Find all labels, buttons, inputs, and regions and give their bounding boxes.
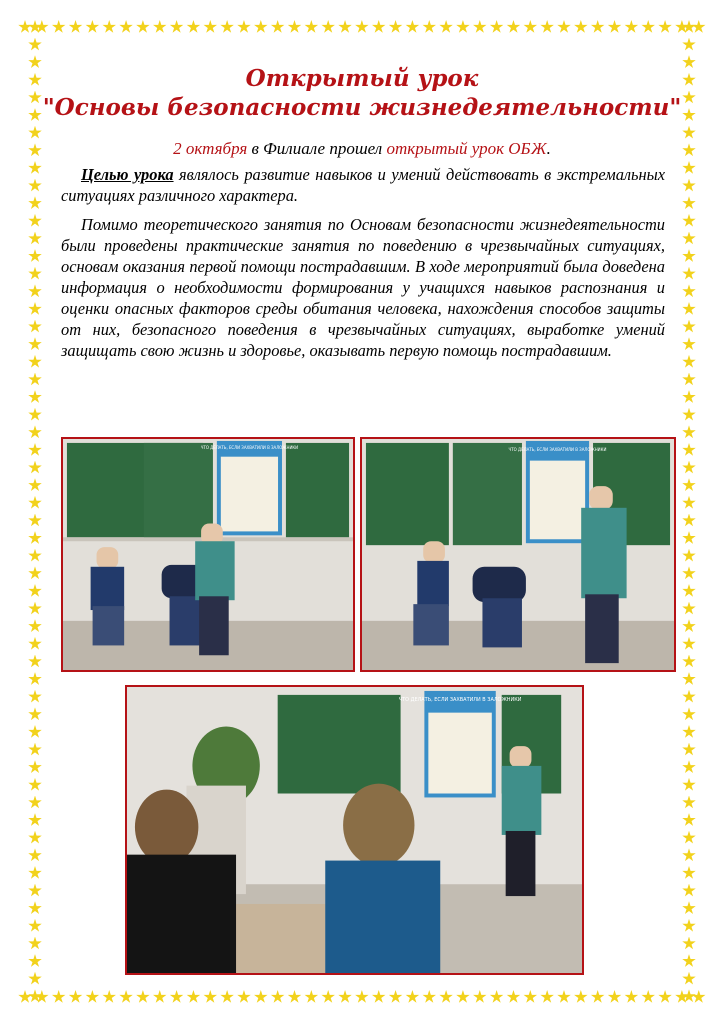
star-icon bbox=[304, 20, 318, 34]
star-border-bottom bbox=[18, 990, 706, 1008]
star-icon bbox=[682, 884, 696, 898]
star-icon bbox=[28, 884, 42, 898]
star-icon bbox=[682, 743, 696, 757]
star-icon bbox=[170, 20, 184, 34]
star-icon bbox=[28, 38, 42, 52]
star-icon bbox=[682, 267, 696, 281]
star-icon bbox=[682, 408, 696, 422]
photo-first-aid-2 bbox=[360, 437, 676, 672]
star-icon bbox=[28, 919, 42, 933]
star-icon bbox=[682, 478, 696, 492]
star-icon bbox=[682, 179, 696, 193]
star-icon bbox=[682, 108, 696, 122]
star-icon bbox=[28, 143, 42, 157]
star-icon bbox=[28, 972, 42, 986]
star-icon bbox=[355, 990, 369, 1004]
star-icon bbox=[28, 619, 42, 633]
star-icon bbox=[170, 990, 184, 1004]
star-icon bbox=[102, 20, 116, 34]
star-icon bbox=[540, 990, 554, 1004]
star-border-right bbox=[680, 20, 698, 1004]
star-icon bbox=[102, 990, 116, 1004]
star-icon bbox=[372, 20, 386, 34]
star-icon bbox=[682, 196, 696, 210]
star-icon bbox=[682, 514, 696, 528]
star-icon bbox=[220, 990, 234, 1004]
title-line-1: Открытый урок bbox=[245, 65, 479, 92]
poster-title-2: ЧТО ДЕЛАТЬ, ЕСЛИ ЗАХВАТИЛИ В ЗАЛОЖНИКИ bbox=[508, 446, 607, 452]
star-icon bbox=[608, 990, 622, 1004]
star-icon bbox=[203, 990, 217, 1004]
star-icon bbox=[557, 990, 571, 1004]
star-icon bbox=[389, 990, 403, 1004]
star-icon bbox=[682, 443, 696, 457]
star-icon bbox=[28, 461, 42, 475]
star-icon bbox=[641, 20, 655, 34]
star-icon bbox=[682, 778, 696, 792]
star-icon bbox=[237, 990, 251, 1004]
star-icon bbox=[271, 20, 285, 34]
star-icon bbox=[439, 20, 453, 34]
star-icon bbox=[321, 20, 335, 34]
star-icon bbox=[682, 602, 696, 616]
event-subtitle bbox=[60, 139, 664, 159]
star-icon bbox=[28, 267, 42, 281]
photo-1-image bbox=[63, 439, 353, 670]
star-icon bbox=[28, 126, 42, 140]
star-icon bbox=[28, 831, 42, 845]
page-title bbox=[40, 64, 684, 122]
star-icon bbox=[28, 707, 42, 721]
star-icon bbox=[28, 408, 42, 422]
star-icon bbox=[682, 126, 696, 140]
star-icon bbox=[186, 20, 200, 34]
star-icon bbox=[28, 320, 42, 334]
star-icon bbox=[682, 584, 696, 598]
star-icon bbox=[28, 196, 42, 210]
star-icon bbox=[682, 813, 696, 827]
star-icon bbox=[591, 990, 605, 1004]
star-icon bbox=[682, 55, 696, 69]
star-icon bbox=[203, 20, 217, 34]
paragraph-goal bbox=[61, 164, 665, 206]
star-icon bbox=[28, 584, 42, 598]
star-icon bbox=[608, 20, 622, 34]
star-icon bbox=[136, 990, 150, 1004]
star-icon bbox=[28, 514, 42, 528]
star-icon bbox=[254, 990, 268, 1004]
goal-lead: Целью урока bbox=[81, 165, 174, 184]
star-icon bbox=[372, 990, 386, 1004]
star-icon bbox=[69, 990, 83, 1004]
star-icon bbox=[682, 637, 696, 651]
star-icon bbox=[28, 937, 42, 951]
photo-class-lesson bbox=[125, 685, 584, 975]
star-icon bbox=[28, 302, 42, 316]
paragraph-description: Помимо теоретического занятия по Основам безопасности жизнедеятельности были проведены практические занятия по поведению в чрезвычайных ситуациях, основам оказания первой помощи пострадавшим. В ходе мероприятий была доведена информация о необходимости формирования у учащихся навыков распознания и оценки опасных факторов среды обитания человека, нахождения способов защиты от них, безопасного поведения в чрезвычайных ситуациях, выработке умений защищать свою жизнь и здоровье, оказывать первую помощь пострадавшим. bbox=[61, 215, 665, 360]
goal-text: являлось развитие навыков и умений действовать в экстремальных ситуациях различного характера. bbox=[61, 165, 665, 205]
subtitle-end: . bbox=[546, 139, 551, 158]
star-icon bbox=[405, 990, 419, 1004]
star-icon bbox=[28, 496, 42, 510]
star-icon bbox=[624, 20, 638, 34]
star-icon bbox=[506, 990, 520, 1004]
star-icon bbox=[682, 373, 696, 387]
star-icon bbox=[473, 20, 487, 34]
star-icon bbox=[641, 990, 655, 1004]
star-icon bbox=[28, 725, 42, 739]
star-icon bbox=[186, 990, 200, 1004]
star-icon bbox=[28, 425, 42, 439]
star-icon bbox=[28, 813, 42, 827]
star-icon bbox=[506, 20, 520, 34]
star-icon bbox=[682, 796, 696, 810]
star-icon bbox=[682, 901, 696, 915]
star-icon bbox=[136, 20, 150, 34]
photo-first-aid-1 bbox=[61, 437, 355, 672]
star-icon bbox=[574, 20, 588, 34]
star-icon bbox=[682, 355, 696, 369]
star-icon bbox=[682, 566, 696, 580]
star-icon bbox=[28, 566, 42, 580]
star-icon bbox=[682, 91, 696, 105]
star-icon bbox=[682, 320, 696, 334]
star-icon bbox=[682, 20, 696, 34]
star-icon bbox=[439, 990, 453, 1004]
star-icon bbox=[682, 496, 696, 510]
star-icon bbox=[682, 725, 696, 739]
star-icon bbox=[28, 373, 42, 387]
photo-2-image bbox=[362, 439, 674, 670]
photo-3-image bbox=[127, 687, 582, 973]
star-icon bbox=[28, 778, 42, 792]
star-icon bbox=[682, 73, 696, 87]
star-icon bbox=[682, 954, 696, 968]
star-icon bbox=[28, 989, 42, 1003]
star-icon bbox=[220, 20, 234, 34]
star-icon bbox=[682, 232, 696, 246]
star-icon bbox=[682, 38, 696, 52]
star-icon bbox=[658, 990, 672, 1004]
star-icon bbox=[682, 848, 696, 862]
star-icon bbox=[682, 214, 696, 228]
star-icon bbox=[28, 954, 42, 968]
star-icon bbox=[591, 20, 605, 34]
star-icon bbox=[490, 990, 504, 1004]
star-icon bbox=[85, 20, 99, 34]
star-icon bbox=[355, 20, 369, 34]
star-icon bbox=[682, 549, 696, 563]
title-line-2: "Основы безопасности жизнедеятельности" bbox=[42, 94, 682, 121]
star-icon bbox=[28, 232, 42, 246]
star-icon bbox=[682, 337, 696, 351]
star-icon bbox=[682, 461, 696, 475]
star-icon bbox=[28, 443, 42, 457]
star-icon bbox=[28, 531, 42, 545]
star-icon bbox=[682, 655, 696, 669]
star-icon bbox=[304, 990, 318, 1004]
star-icon bbox=[28, 760, 42, 774]
star-icon bbox=[28, 901, 42, 915]
star-icon bbox=[52, 990, 66, 1004]
star-icon bbox=[682, 937, 696, 951]
star-icon bbox=[28, 796, 42, 810]
star-icon bbox=[28, 284, 42, 298]
star-icon bbox=[682, 760, 696, 774]
star-icon bbox=[254, 20, 268, 34]
star-icon bbox=[682, 531, 696, 545]
star-icon bbox=[28, 179, 42, 193]
star-icon bbox=[682, 619, 696, 633]
star-icon bbox=[28, 161, 42, 175]
star-icon bbox=[85, 990, 99, 1004]
star-icon bbox=[28, 214, 42, 228]
star-icon bbox=[28, 690, 42, 704]
star-icon bbox=[28, 866, 42, 880]
star-icon bbox=[119, 990, 133, 1004]
star-icon bbox=[682, 989, 696, 1003]
star-icon bbox=[28, 390, 42, 404]
star-icon bbox=[321, 990, 335, 1004]
star-icon bbox=[28, 337, 42, 351]
subtitle-middle: в Филиале прошел bbox=[247, 139, 387, 158]
star-icon bbox=[153, 990, 167, 1004]
star-icon bbox=[271, 990, 285, 1004]
star-icon bbox=[28, 602, 42, 616]
poster-title-3: ЧТО ДЕЛАТЬ, ЕСЛИ ЗАХВАТИЛИ В ЗАЛОЖНИКИ bbox=[398, 696, 522, 703]
star-icon bbox=[28, 637, 42, 651]
star-icon bbox=[237, 20, 251, 34]
star-icon bbox=[624, 990, 638, 1004]
star-icon bbox=[389, 20, 403, 34]
star-icon bbox=[456, 990, 470, 1004]
star-icon bbox=[69, 20, 83, 34]
star-icon bbox=[490, 20, 504, 34]
star-icon bbox=[682, 866, 696, 880]
star-border-left bbox=[26, 20, 44, 1004]
star-icon bbox=[682, 690, 696, 704]
star-icon bbox=[28, 848, 42, 862]
star-icon bbox=[682, 284, 696, 298]
event-name: открытый урок ОБЖ bbox=[386, 139, 547, 158]
star-icon bbox=[682, 302, 696, 316]
star-icon bbox=[288, 20, 302, 34]
star-icon bbox=[28, 743, 42, 757]
star-icon bbox=[473, 990, 487, 1004]
poster-title-1: ЧТО ДЕЛАТЬ, ЕСЛИ ЗАХВАТИЛИ В ЗАЛОЖНИКИ bbox=[200, 444, 299, 450]
star-icon bbox=[28, 20, 42, 34]
star-icon bbox=[28, 672, 42, 686]
star-icon bbox=[540, 20, 554, 34]
star-icon bbox=[119, 20, 133, 34]
star-icon bbox=[28, 549, 42, 563]
star-icon bbox=[28, 355, 42, 369]
star-icon bbox=[422, 990, 436, 1004]
star-icon bbox=[682, 425, 696, 439]
star-icon bbox=[338, 20, 352, 34]
star-icon bbox=[682, 390, 696, 404]
star-icon bbox=[574, 990, 588, 1004]
star-border-top bbox=[18, 20, 706, 38]
star-icon bbox=[523, 990, 537, 1004]
star-icon bbox=[28, 249, 42, 263]
event-date: 2 октября bbox=[173, 139, 248, 158]
star-icon bbox=[28, 478, 42, 492]
star-icon bbox=[682, 831, 696, 845]
star-icon bbox=[405, 20, 419, 34]
star-icon bbox=[422, 20, 436, 34]
star-icon bbox=[682, 672, 696, 686]
star-icon bbox=[52, 20, 66, 34]
star-icon bbox=[658, 20, 672, 34]
star-icon bbox=[682, 161, 696, 175]
star-icon bbox=[682, 143, 696, 157]
star-icon bbox=[456, 20, 470, 34]
star-icon bbox=[28, 655, 42, 669]
star-icon bbox=[153, 20, 167, 34]
star-icon bbox=[682, 707, 696, 721]
star-icon bbox=[682, 249, 696, 263]
star-icon bbox=[557, 20, 571, 34]
star-icon bbox=[338, 990, 352, 1004]
star-icon bbox=[523, 20, 537, 34]
star-icon bbox=[682, 919, 696, 933]
star-icon bbox=[288, 990, 302, 1004]
star-icon bbox=[682, 972, 696, 986]
